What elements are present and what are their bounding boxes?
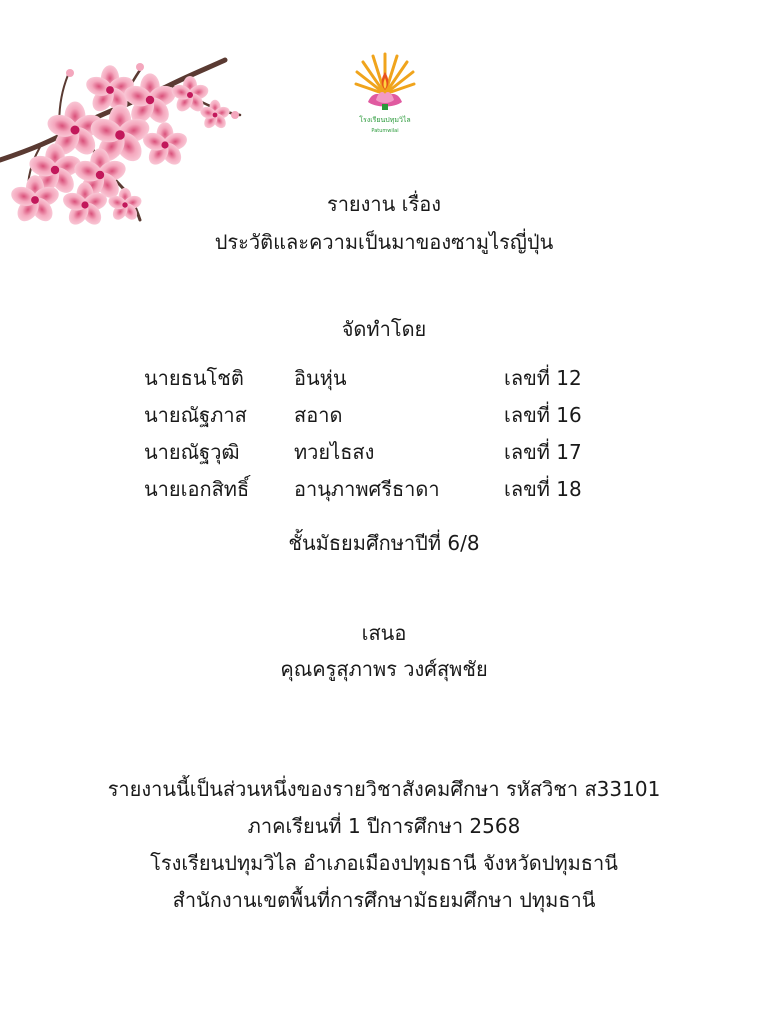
member-last-name: อินหุ่น xyxy=(294,366,347,390)
member-first-name: นายธนโชติ xyxy=(144,366,244,390)
footer-office-line: สำนักงานเขตพื้นที่การศึกษามัธยมศึกษา ปทุมธานี xyxy=(172,888,596,912)
member-row xyxy=(0,475,768,512)
member-first-name: นายณัฐภาส xyxy=(144,403,247,427)
footer-semester-line: ภาคเรียนที่ 1 ปีการศึกษา 2568 xyxy=(247,814,521,838)
seal-school-name: โรงเรียนปทุมวิไล xyxy=(359,116,411,124)
member-row xyxy=(0,401,768,438)
member-row xyxy=(0,438,768,475)
member-last-name: ทวยไธสง xyxy=(294,440,375,464)
seal-school-name-en: Patumwilai xyxy=(371,128,399,134)
present-to-label: เสนอ xyxy=(361,621,407,645)
member-first-name: นายณัฐวุฒิ xyxy=(144,440,240,464)
report-title-line2: ประวัติและความเป็นมาของซามูไรญี่ปุ่น xyxy=(214,230,554,254)
member-first-name: นายเอกสิทธิ์ xyxy=(144,477,250,501)
school-seal-icon xyxy=(354,50,416,140)
footer-subject-line: รายงานนี้เป็นส่วนหนึ่งของรายวิชาสังคมศึกษา รหัสวิชา ส33101 xyxy=(107,777,661,801)
member-list xyxy=(0,364,768,512)
member-last-name: สอาด xyxy=(294,403,343,427)
member-row xyxy=(0,364,768,401)
member-number: เลขที่ 16 xyxy=(504,403,582,427)
class-level: ชั้นมัธยมศึกษาปีที่ 6/8 xyxy=(288,531,480,555)
report-title-line1: รายงาน เรื่อง xyxy=(326,192,442,216)
teacher-name: คุณครูสุภาพร วงศ์สุพชัย xyxy=(280,657,488,681)
prepared-by-label: จัดทำโดย xyxy=(341,317,427,341)
member-number: เลขที่ 17 xyxy=(504,440,582,464)
footer-school-line: โรงเรียนปทุมวิไล อำเภอเมืองปทุมธานี จังหวัดปทุมธานี xyxy=(150,851,618,875)
member-number: เลขที่ 18 xyxy=(504,477,582,501)
member-number: เลขที่ 12 xyxy=(504,366,582,390)
member-last-name: อานุภาพศรีธาดา xyxy=(294,477,440,501)
